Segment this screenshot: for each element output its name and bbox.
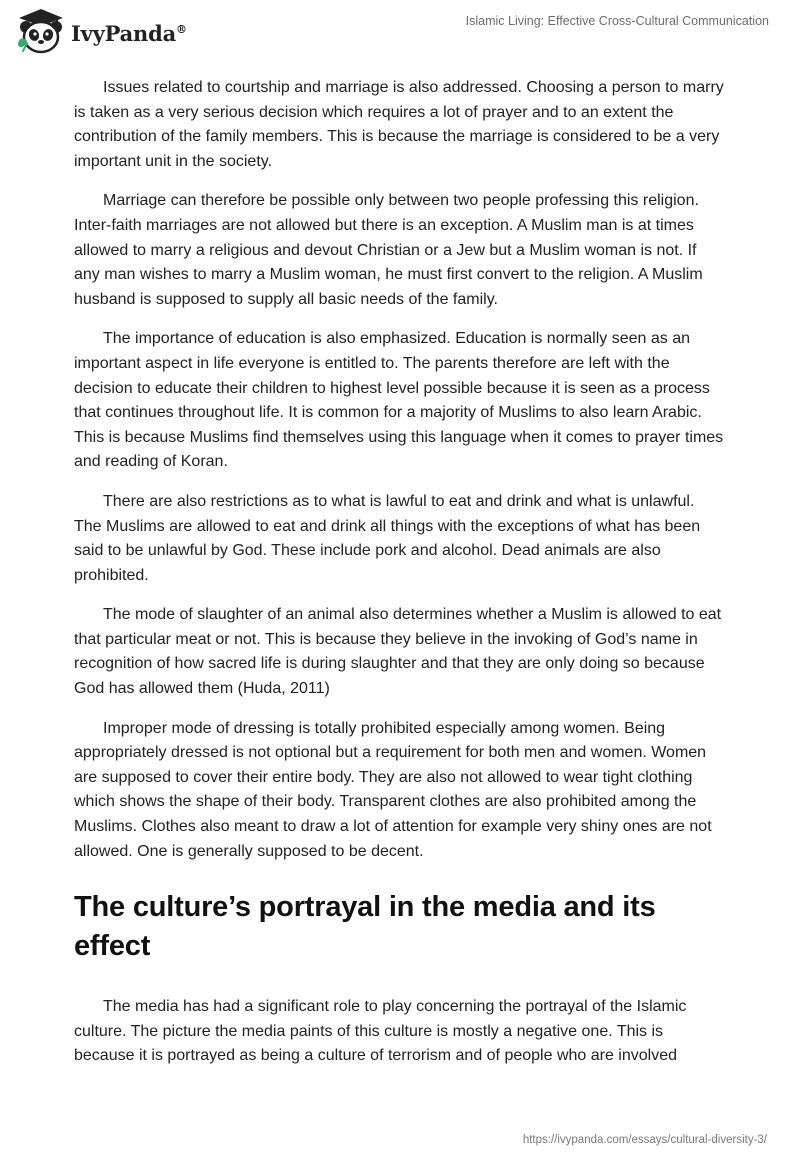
essay-body [74, 76, 726, 1084]
paragraph-slaughter: The mode of slaughter of an animal also determines whether a Muslim is allowed to eat that particular meat or not. This is because they believe in the invoking of God’s name in recognition of how sacred life is during slaughter and that they are only doing so because God has allowed them (Huda, 2011) [74, 606, 722, 698]
document-title: Islamic Living: Effective Cross-Cultural Communication [465, 14, 769, 28]
footer-url-link[interactable]: https://ivypanda.com/essays/cultural-diversity-3/ [522, 1134, 767, 1146]
brand-text: IvyPanda [71, 20, 177, 46]
brand-name [71, 21, 187, 46]
registered-mark: ® [176, 22, 187, 36]
paragraph-dressing: Improper mode of dressing is totally prohibited especially among women. Being appropriately dressed is not optional but a requirement for both men and women. Women are supposed to cover their entire body. They are also not allowed to wear tight clothing which shows the shape of their body. Transparent clothes are also prohibited among the Muslims. Clothes also meant to draw a lot of attention for example very shiny ones are not allowed. One is generally supposed to be decent. [74, 719, 712, 860]
paragraph-courtship: Issues related to courtship and marriage is also addressed. Choosing a person to marry is taken as a very serious decision which requires a lot of prayer and to an extent the contribution of the family members. This is because the marriage is considered to be a very important unit in the society. [74, 79, 724, 170]
ivypanda-logo-link[interactable] [15, 7, 187, 57]
section-heading: The culture’s portrayal in the media and its effect [74, 891, 656, 963]
paragraph-media: The media has had a significant role to play concerning the portrayal of the Islamic culture. The picture the media paints of this culture is mostly a negative one. This is because it is portrayed as being a culture of terrorism and of people who are involved [74, 998, 687, 1065]
paragraph-marriage: Marriage can therefore be possible only between two people professing this religion. Inter-faith marriages are not allowed but there is an exception. A Muslim man is at times allowed to marry a religious and devout Christian or a Jew but a Muslim woman is not. If any man wishes to marry a Muslim woman, he must first convert to the religion. A Muslim husband is supposed to supply all basic needs of the family. [74, 192, 703, 308]
paragraph-food-restrictions: There are also restrictions as to what is lawful to eat and drink and what is unlawful. The Muslims are allowed to eat and drink all things with the exceptions of what has been said to be unlawful by God. These include pork and alcohol. Dead animals are also prohibited. [74, 492, 701, 584]
paragraph-education: The importance of education is also emphasized. Education is normally seen as an important aspect in life everyone is entitled to. The parents therefore are left with the decision to educate their children to highest level possible because it is seen as a process that continues throughout life. It is common for a majority of Muslims to also learn Arabic. This is because Muslims find themselves using this language when it comes to prayer times and reading of Koran. [74, 330, 724, 471]
page-header [0, 0, 800, 64]
panda-graduate-icon [15, 7, 67, 57]
